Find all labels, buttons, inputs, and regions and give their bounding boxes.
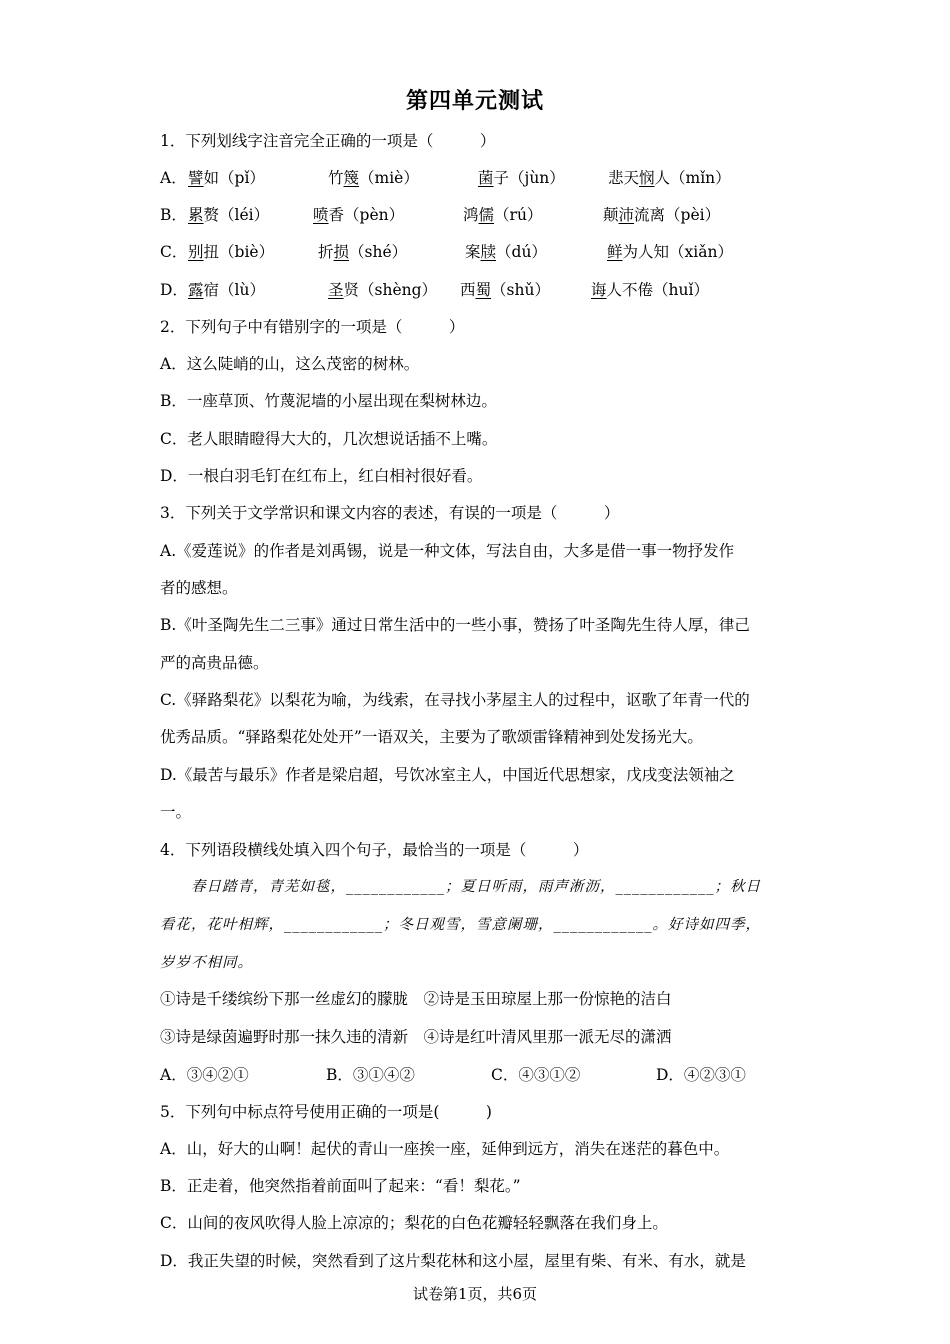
q4-sentences-line2: ③诗是绿茵遍野时那一抹久违的清新 ④诗是红叶清风里那一派无尽的潇洒 [160,1028,672,1046]
q1-a-item4: 悲天悯人（mǐn） [608,169,731,187]
q4-option-b: B．③①④② [326,1066,415,1084]
q5-option-a: A．山，好大的山啊！起伏的青山一座挨一座，延伸到远方，消失在迷茫的暮色中。 [160,1140,730,1158]
q4-passage-line1: 春日踏青，青芜如毯，____________；夏日听雨，雨声淅沥，____________；秋日 [160,879,761,895]
q1-b-item1: 累赘（léi） [188,206,270,224]
q1-a-item2: 竹篾（miè） [328,169,419,187]
q2-option-b: B．一座草顶、竹蔑泥墙的小屋出现在梨树林边。 [160,392,497,410]
q4-passage-line3: 岁岁不相同。 [160,955,253,971]
q5-option-d: D．我正失望的时候，突然看到了这片梨花林和这小屋，屋里有柴、有米、有水，就是 [160,1252,746,1270]
q3-stem: 3．下列关于文学常识和课文内容的表述，有误的一项是（ ） [160,504,620,522]
q5-stem: 5．下列句中标点符号使用正确的一项是( ) [160,1103,492,1121]
q1-stem: 1．下列划线字注音完全正确的一项是（ ） [160,132,496,150]
q3-option-d-line2: 一。 [160,803,192,821]
q3-option-c-line1: C.《驿路梨花》以梨花为喻，为线索，在寻找小茅屋主人的过程中，讴歌了年青一代的 [160,691,750,709]
q3-option-c-line2: 优秀品质。“驿路梨花处处开”一语双关，主要为了歌颂雷锋精神到处发扬光大。 [160,728,703,746]
q5-option-c: C．山间的夜风吹得人脸上凉凉的；梨花的白色花瓣轻轻飘落在我们身上。 [160,1214,668,1232]
page-footer: 试卷第1页，共6页 [412,1285,538,1303]
q1-c-item3: 案牍（dú） [465,243,547,261]
q4-passage-line2: 看花，花叶相辉，____________；冬日观雪，雪意阑珊，____________。好诗如四季， [160,917,761,933]
q2-option-a: A．这么陡峭的山，这么茂密的树林。 [160,355,420,373]
page-title: 第四单元测试 [405,88,544,114]
q1-b-item4: 颠沛流离（pèi） [603,206,721,224]
q1-d-item4: 诲人不倦（huǐ） [591,281,709,299]
q4-stem: 4．下列语段横线处填入四个句子，最恰当的一项是（ ） [160,841,589,859]
q3-option-b-line1: B.《叶圣陶先生二三事》通过日常生活中的一些小事，赞扬了叶圣陶先生待人厚，律己 [160,616,750,634]
q1-row-c-label: C． [160,243,188,261]
q1-d-item3: 西蜀（shǔ） [460,281,550,299]
q1-row-d-label: D． [160,281,188,299]
q1-c-item4: 鲜为人知（xiǎn） [607,243,733,261]
q1-a-item3: 菌子（jùn） [478,169,565,187]
q2-option-c: C．老人眼睛瞪得大大的，几次想说话插不上嘴。 [160,430,498,448]
q4-sentences-line1: ①诗是千缕缤纷下那一丝虚幻的朦胧 ②诗是玉田琼屋上那一份惊艳的洁白 [160,990,672,1008]
q2-option-d: D．一根白羽毛钉在红布上，红白相衬很好看。 [160,467,483,485]
q1-row-b-label: B． [160,206,187,224]
q1-d-item2: 圣贤（shèng） [328,281,438,299]
q3-option-b-line2: 严的高贵品德。 [160,654,269,672]
q1-c-item2: 折损（shé） [318,243,408,261]
q3-option-a-line2: 者的感想。 [160,579,238,597]
q3-option-a-line1: A.《爱莲说》的作者是刘禹锡，说是一种文体，写法自由，大多是借一事一物抒发作 [160,542,735,560]
q4-option-c: C．④③①② [491,1066,581,1084]
q5-option-b: B．正走着，他突然指着前面叫了起来：“看！梨花。” [160,1177,521,1195]
q1-d-item1: 露宿（lù） [188,281,265,299]
q3-option-d-line1: D.《最苦与最乐》作者是梁启超，号饮冰室主人，中国近代思想家，戊戌变法领袖之 [160,766,735,784]
q2-stem: 2．下列句子中有错别字的一项是（ ） [160,318,465,336]
q1-c-item1: 别扭（biè） [188,243,275,261]
q1-b-item3: 鸿儒（rú） [463,206,543,224]
q1-b-item2: 喷香（pèn） [313,206,405,224]
q4-option-a: A．③④②① [160,1066,249,1084]
q4-option-d: D．④②③① [656,1066,746,1084]
q1-a-item1: 譬如（pǐ） [188,169,265,187]
q1-row-a-label: A． [160,169,187,187]
